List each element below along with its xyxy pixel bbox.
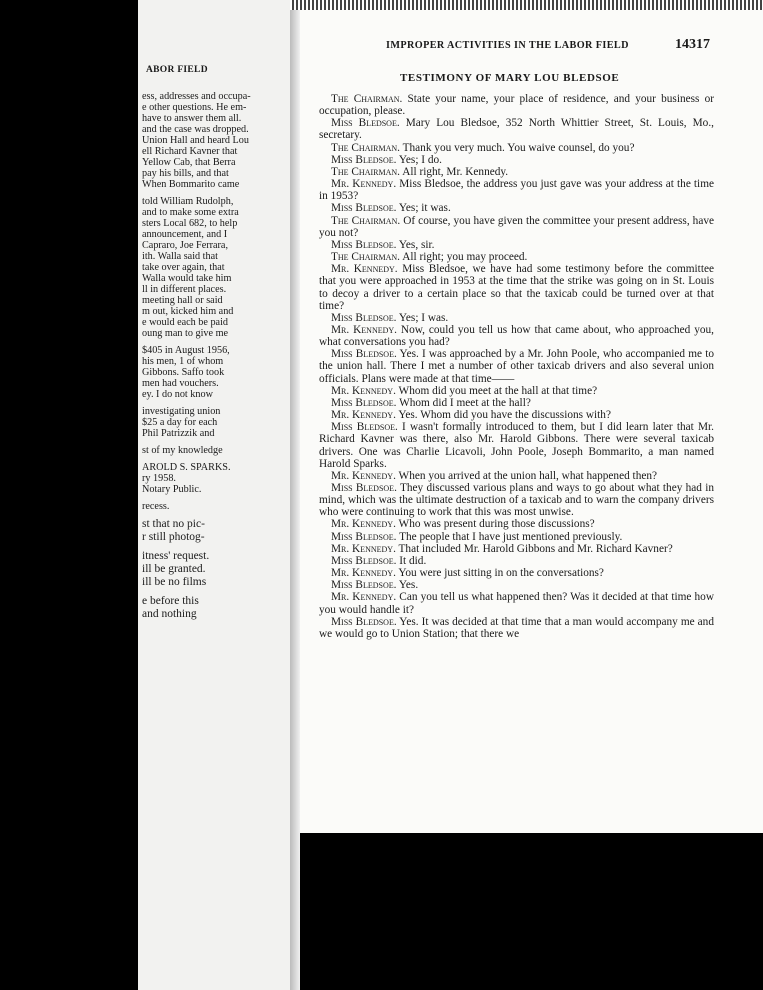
testimony-paragraph <box>319 385 714 397</box>
speaker-name: Mr. Kennedy. <box>331 263 398 276</box>
left-text-column <box>142 91 294 621</box>
left-text-fragment: Capraro, Joe Ferrara, <box>142 240 228 251</box>
speech-text: When you arrived at the union hall, what happened then? <box>398 469 658 482</box>
left-text-fragment: $25 a day for each <box>142 417 218 428</box>
testimony-paragraph <box>319 555 714 567</box>
testimony-paragraph <box>319 543 714 555</box>
left-text-fragment: AROLD S. SPARKS. <box>142 462 231 473</box>
speaker-name: Mr. Kennedy. <box>331 542 396 555</box>
left-text-fragment: sters Local 682, to help <box>142 218 238 229</box>
testimony-paragraph <box>319 202 714 214</box>
left-text-fragment: announcement, and I <box>142 229 228 240</box>
left-text-fragment: meeting hall or said <box>142 295 223 306</box>
left-text-fragment: ll in different places. <box>142 284 227 295</box>
left-text-fragment: and the case was dropped. <box>142 124 249 135</box>
left-text-fragment: and to make some extra <box>142 207 239 218</box>
left-text-fragment: his men, 1 of whom <box>142 356 224 367</box>
testimony-paragraph <box>319 470 714 482</box>
speech-text: Now, could you tell us how that came about, who approached you, what conversations you had? <box>319 323 714 349</box>
speaker-name: Miss Bledsoe. <box>331 579 397 592</box>
left-text-fragment: r still photog- <box>142 531 205 543</box>
speech-text: They discussed various plans and ways to go about what they had in mind, which was the ultimate destruction of a taxicab and to warn the company drivers who were continuing to work that this was most unwise. <box>319 482 714 519</box>
speech-text: I wasn't formally introduced to them, but I did learn later that Mr. Richard Kavner was there, also Mr. Harold Gibbons. There were several taxicab drivers. One was Charlie Licavoli, John Poole, Joseph Bommarito, a man named Harold Sparks. <box>319 421 714 470</box>
left-running-head: ABOR FIELD <box>146 65 208 75</box>
speaker-name: Mr. Kennedy. <box>331 384 396 397</box>
speech-text: Whom did you meet at the hall at that time? <box>398 384 598 397</box>
speaker-name: Miss Bledsoe. <box>331 421 398 434</box>
speech-text: Mary Lou Bledsoe, 352 North Whittier Street, St. Louis, Mo., secretary. <box>319 117 714 142</box>
left-text-fragment: e before this <box>142 595 199 607</box>
testimony-paragraph <box>319 324 714 348</box>
speaker-name: The Chairman. <box>331 251 400 264</box>
testimony-paragraph <box>319 251 714 263</box>
speech-text: All right, Mr. Kennedy. <box>402 165 509 178</box>
testimony-paragraph <box>319 263 714 312</box>
speaker-name: Miss Bledsoe. <box>331 482 397 494</box>
speaker-name: Miss Bledsoe. <box>331 615 397 628</box>
left-text-fragment: told William Rudolph, <box>142 196 234 207</box>
speaker-name: Miss Bledsoe. <box>331 117 400 130</box>
testimony-body <box>319 93 714 640</box>
testimony-paragraph <box>319 567 714 579</box>
speech-text: You were just sitting in on the conversations? <box>398 567 604 580</box>
left-text-fragment: $405 in August 1956, <box>142 345 230 356</box>
speech-text: The people that I have just mentioned previously. <box>399 530 623 543</box>
left-text-fragment: ey. I do not know <box>142 389 213 400</box>
speech-text: Yes. Whom did you have the discussions with? <box>398 409 611 422</box>
testimony-paragraph <box>319 348 714 384</box>
speaker-name: Miss Bledsoe. <box>331 530 397 543</box>
speech-text: All right; you may proceed. <box>402 251 528 264</box>
left-text-fragment: oung man to give me <box>142 328 229 339</box>
speech-text: State your name, your place of residence, and your business or occupation, please. <box>319 93 714 118</box>
speaker-name: Mr. Kennedy. <box>331 518 396 531</box>
speech-text: Yes. I was approached by a Mr. John Poole, who accompanied me to the union hall. There I met a number of other taxicab drivers and also several union officials. Plans were made at that time—— <box>319 348 714 385</box>
testimony-paragraph <box>319 482 714 518</box>
speaker-name: Mr. Kennedy. <box>331 567 396 580</box>
speech-text: Yes; I do. <box>398 153 442 166</box>
speaker-name: The Chairman. <box>331 165 400 178</box>
testimony-paragraph <box>319 154 714 166</box>
testimony-paragraph <box>319 93 714 117</box>
section-title: TESTIMONY OF MARY LOU BLEDSOE <box>400 72 620 84</box>
speaker-name: Mr. Kennedy. <box>331 591 397 604</box>
speech-text: Can you tell us what happened then? Was it decided at that time how you would handle it? <box>319 591 714 616</box>
testimony-paragraph <box>319 579 714 591</box>
speaker-name: Miss Bledsoe. <box>331 153 397 166</box>
left-text-fragment: Notary Public. <box>142 484 202 495</box>
left-text-fragment: Gibbons. Saffo took <box>142 367 225 378</box>
testimony-paragraph <box>319 312 714 324</box>
left-text-fragment: itness' request. <box>142 550 210 562</box>
speaker-name: Miss Bledsoe. <box>331 238 397 251</box>
speech-text: Thank you very much. You waive counsel, do you? <box>402 141 635 154</box>
speaker-name: Miss Bledsoe. <box>331 554 397 567</box>
left-text-fragment: e other questions. He em- <box>142 102 247 113</box>
left-text-fragment: Union Hall and heard Lou <box>142 135 249 146</box>
testimony-paragraph <box>319 215 714 239</box>
left-text-fragment: ill be granted. <box>142 563 206 575</box>
left-text-fragment: ry 1958. <box>142 473 176 484</box>
speaker-name: The Chairman. <box>331 93 403 105</box>
speech-text: Whom did I meet at the hall? <box>399 396 531 409</box>
speaker-name: Mr. Kennedy. <box>331 469 396 482</box>
left-text-fragment: m out, kicked him and <box>142 306 234 317</box>
speech-text: Yes. It was decided at that time that a man would accompany me and we would go to Union Station; that there we <box>319 615 714 640</box>
left-text-fragment: st that no pic- <box>142 518 205 530</box>
speaker-name: Mr. Kennedy. <box>331 323 397 336</box>
speaker-name: Miss Bledsoe. <box>331 348 397 361</box>
testimony-paragraph <box>319 397 714 409</box>
speaker-name: Miss Bledsoe. <box>331 396 397 409</box>
left-text-fragment: Phil Patrizzik and <box>142 428 215 439</box>
left-text-fragment: men had vouchers. <box>142 378 219 389</box>
left-text-fragment: Walla would take him <box>142 273 232 284</box>
speech-text: Of course, you have given the committee your present address, have you not? <box>319 214 714 239</box>
speaker-name: Mr. Kennedy. <box>331 178 397 191</box>
testimony-paragraph <box>319 409 714 421</box>
left-text-fragment: recess. <box>142 501 170 512</box>
gutter-shadow <box>290 0 300 990</box>
speech-text: It did. <box>399 554 427 567</box>
speaker-name: Mr. Kennedy. <box>331 409 396 422</box>
left-text-fragment: take over again, that <box>142 262 225 273</box>
speaker-name: The Chairman. <box>331 141 400 154</box>
page-number: 14317 <box>675 37 710 52</box>
testimony-paragraph <box>319 142 714 154</box>
testimony-paragraph <box>319 531 714 543</box>
speech-text: Who was present during those discussions? <box>398 518 595 531</box>
left-text-fragment: ill be no films <box>142 576 207 588</box>
scan-edge <box>290 0 763 10</box>
testimony-paragraph <box>319 591 714 615</box>
left-text-fragment: Yellow Cab, that Berra <box>142 157 236 168</box>
left-text-fragment: ess, addresses and occupa- <box>142 91 251 102</box>
speech-text: Yes. <box>398 579 419 592</box>
speaker-name: The Chairman. <box>331 214 401 227</box>
left-text-fragment: pay his bills, and that <box>142 168 229 179</box>
speech-text: Miss Bledsoe, the address you just gave was your address at the time in 1953? <box>319 178 714 203</box>
speaker-name: Miss Bledsoe. <box>331 202 397 215</box>
testimony-paragraph <box>319 178 714 202</box>
testimony-paragraph <box>319 518 714 530</box>
left-text-fragment: st of my knowledge <box>142 445 223 456</box>
speech-text: Yes, sir. <box>398 238 435 251</box>
testimony-paragraph <box>319 239 714 251</box>
running-head: IMPROPER ACTIVITIES IN THE LABOR FIELD <box>386 40 629 51</box>
testimony-paragraph <box>319 616 714 640</box>
left-text-fragment: and nothing <box>142 608 197 620</box>
speech-text: Yes; I was. <box>398 311 449 324</box>
testimony-paragraph <box>319 421 714 470</box>
left-text-fragment: e would each be paid <box>142 317 228 328</box>
speech-text: Yes; it was. <box>398 202 451 215</box>
left-text-fragment: ith. Walla said that <box>142 251 218 262</box>
left-text-fragment: ell Richard Kavner that <box>142 146 238 157</box>
left-page-fragment <box>138 0 298 990</box>
left-text-fragment: have to answer them all. <box>142 113 242 124</box>
speech-text: That included Mr. Harold Gibbons and Mr. Richard Kavner? <box>398 542 673 555</box>
speaker-name: Miss Bledsoe. <box>331 311 397 324</box>
testimony-paragraph <box>319 117 714 141</box>
speech-text: Miss Bledsoe, we have had some testimony before the committee that you were approached in 1953 at the time that the strike was going on in St. Louis to decoy a driver to a certain place so that the taxicab could be turned over at that time? <box>319 263 714 312</box>
testimony-paragraph <box>319 166 714 178</box>
left-text-fragment: investigating union <box>142 406 221 417</box>
left-text-fragment: When Bommarito came <box>142 179 240 190</box>
